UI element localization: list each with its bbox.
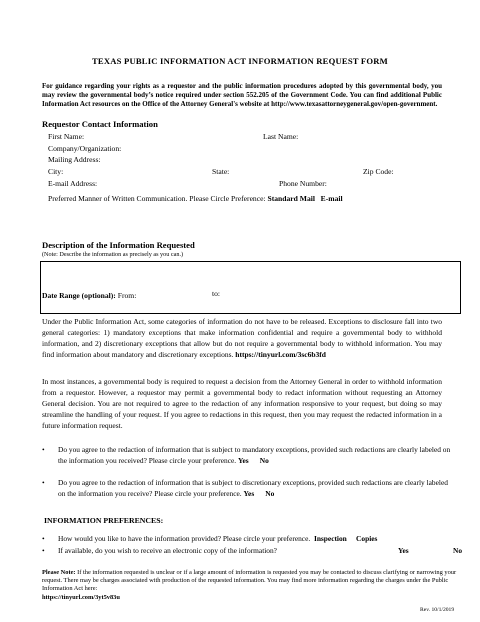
please-note-label: Please Note: bbox=[42, 569, 76, 576]
bullet-mandatory-text bbox=[58, 444, 452, 466]
bullet-icon: • bbox=[42, 445, 45, 454]
form-title: TEXAS PUBLIC INFORMATION ACT INFORMATION REQUEST FORM bbox=[92, 56, 388, 66]
bullet-discretionary-text bbox=[58, 477, 452, 499]
exceptions-text: Under the Public Information Act, some categories of information do not have to be released. Exceptions to disclosure fall into two general categories: 1) mandatory exceptions that make information confidential and require a governmental body to withhold information, and 2) discretionary exceptions that allow but do not require a governmental body to withhold information. You may find information about mandatory and discretionary exceptions. bbox=[42, 317, 442, 359]
exceptions-paragraph bbox=[42, 316, 442, 360]
revision-date: Rev. 10/1/2019 bbox=[420, 607, 455, 613]
mandatory-question: Do you agree to the redaction of information that is subject to mandatory exceptions, provided such redactions are clearly labeled on the information you received? Please circle your preference. bbox=[58, 445, 451, 465]
mandatory-yes[interactable]: Yes bbox=[237, 456, 249, 465]
electronic-question: If available, do you wish to receive an electronic copy of the information? bbox=[58, 546, 277, 555]
company-label: Company/Organization: bbox=[48, 144, 122, 153]
pref-inspection[interactable]: Inspection bbox=[313, 534, 347, 543]
city-label: City: bbox=[48, 167, 64, 176]
date-range-label: Date Range (optional): bbox=[42, 291, 116, 300]
first-name-label: First Name: bbox=[48, 132, 85, 141]
mailing-address-label: Mailing Address: bbox=[48, 155, 101, 164]
description-note: (Note: Describe the information as precisely as you can.) bbox=[42, 251, 184, 258]
description-heading: Description of the Information Requested bbox=[42, 240, 195, 250]
discretionary-question: Do you agree to the redaction of information that is subject to discretionary exceptions, provided such redactions are clearly labeled on the information you receive? Please circle your preference. bbox=[58, 478, 448, 498]
charges-link[interactable]: https://tinyurl.com/3yt5v83u bbox=[42, 593, 120, 601]
please-note bbox=[42, 569, 457, 602]
guidance-paragraph: For guidance regarding your rights as a requestor and the public information procedures adopted by this governmental body, you may review the governmental body’s notice required under section 552.205 of the Government Code. You can find additional Public Information Act resources on the Office of the Attorney General's website at http://www.texasattorneygeneral.gov/open-government. bbox=[42, 82, 442, 108]
bullet-format bbox=[42, 533, 452, 545]
date-to-label: to: bbox=[212, 289, 221, 298]
pref-standard-mail[interactable]: Standard Mail bbox=[267, 194, 315, 203]
pref-email[interactable]: E-mail bbox=[320, 194, 343, 203]
bullet-mandatory bbox=[42, 444, 452, 468]
contact-heading: Requestor Contact Information bbox=[42, 119, 158, 129]
mandatory-no[interactable]: No bbox=[259, 456, 269, 465]
last-name-label: Last Name: bbox=[263, 132, 299, 141]
date-range bbox=[42, 291, 136, 300]
bullet-electronic bbox=[42, 545, 463, 557]
decision-paragraph: In most instances, a governmental body is required to request a decision from the Attorney General in order to withhold information from a requestor. However, a requestor may permit a governmental body to redact information without requesting an Attorney General decision. You are not required to agree to the redaction of any information responsive to your request, but doing so may streamline the handling of your request. If you agree to redactions in this request, then you may request the redacted information in a future information request. bbox=[42, 377, 442, 430]
state-label: State: bbox=[212, 167, 230, 176]
description-textbox[interactable] bbox=[40, 261, 461, 314]
format-question: How would you like to have the information provided? Please circle your preference. bbox=[58, 534, 311, 543]
preferences-heading: INFORMATION PREFERENCES: bbox=[44, 516, 164, 525]
email-label: E-mail Address: bbox=[48, 179, 98, 188]
communication-preference-text: Preferred Manner of Written Communication. Please Circle Preference: bbox=[48, 194, 266, 203]
discretionary-yes[interactable]: Yes bbox=[243, 489, 255, 498]
exceptions-link[interactable]: https://tinyurl.com/3sc6b3fd bbox=[235, 350, 326, 359]
communication-preference bbox=[48, 194, 343, 203]
electronic-no[interactable]: No bbox=[453, 546, 463, 555]
date-from-label: From: bbox=[117, 291, 137, 300]
phone-label: Phone Number: bbox=[279, 179, 327, 188]
bullet-icon: • bbox=[42, 478, 45, 487]
bullet-discretionary bbox=[42, 477, 452, 501]
bullet-icon: • bbox=[42, 546, 45, 555]
pref-copies[interactable]: Copies bbox=[356, 534, 378, 543]
bullet-icon: • bbox=[42, 534, 45, 543]
zip-label: Zip Code: bbox=[363, 167, 394, 176]
please-note-text: If the information requested is unclear or if a large amount of information is requested you may be contacted to discuss clarifying or narrowing your request. There may be charges associated with production of the requested information. You may find more information regarding the charges under the Public Information Act here: bbox=[42, 569, 457, 593]
bullet-format-text bbox=[58, 533, 377, 544]
discretionary-no[interactable]: No bbox=[265, 489, 275, 498]
electronic-yes[interactable]: Yes bbox=[398, 546, 409, 555]
